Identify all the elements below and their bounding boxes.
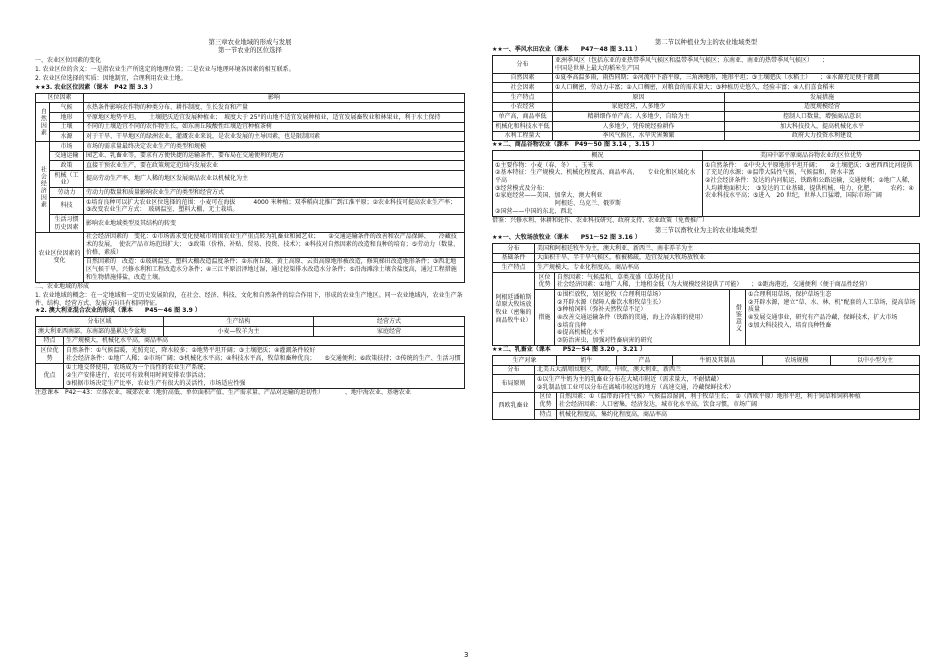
t1-r2k: 地形 <box>50 113 84 123</box>
tc-cs-2: ③种植饲料（弥补天然牧草不足） <box>557 306 647 314</box>
td-tdv: 机械化程度高，集约化程度高，商品率高 <box>557 410 920 420</box>
t1-r5v: 市场的需求量最终决定农业生产的类型和规模 <box>84 142 465 152</box>
tb-l2: ②基本特征：生产规模大、机械化程度高、商品率高、 专业化和区域化水平高 <box>495 169 696 184</box>
ta-zrk: 自然因素 <box>493 73 553 83</box>
td-bjk: 布局原则 <box>493 375 535 392</box>
tc-jjk: 借鉴意义 <box>730 290 746 346</box>
tc-jj-0: ①合理利用草场，保护草场生态 <box>748 290 832 298</box>
ranching-table <box>492 243 920 346</box>
s1-p1: 1. 农业区位的含义：一是指农业生产所选定的地理位置；二是农业与地理环境各因素的相互联系。 <box>35 65 295 73</box>
tc-qwv2: 社会经济因素：①地广人稀，土地租金低（为大规模经营提供了可能） ；②距海港近，交通便利（便于商品性经营） <box>557 281 871 289</box>
t2-d1: 澳大利亚西南部、东南部的墨累达令盆地 <box>36 327 164 337</box>
commercial-grain-table <box>492 150 920 216</box>
td-tdk: 特点 <box>535 410 557 420</box>
tb-r2: ②社会经济条件：发达的内河航运，铁路和公路运输，交通便利；②地广人稀， 人均耕地面积大； ③发达的工业基础，提供机械、电力、化肥， 农药；④农业科技水平高；⑤进入 20 世纪，世界人口猛增，国际市场广阔 <box>705 176 917 200</box>
tc-csk: 措施 <box>535 290 555 346</box>
b-note: 借鉴：兴修水利、休耕和轮作、农业科技研究、政府支持、农业政策（免费推广） <box>492 216 709 224</box>
t1-r8k: 机械（工业） <box>50 171 84 188</box>
t1-r6v: 园艺业、乳畜业等，要求有方便快捷的运输条件，要布局在交通便利的地方 <box>84 151 465 161</box>
ta-h2: 原因 <box>553 93 725 103</box>
sec2-title: 第二节以种植业为主的农业地域类型 <box>654 38 758 46</box>
t1-r2v: 平原地区地势平坦、 土壤肥沃适宜发展种植业； 坡度大于 25°的山地不适宜发展种植业，适宜发展畜牧业和林果业，利于水土保持 <box>84 113 465 123</box>
t1-r10k: 科技 <box>50 198 84 215</box>
left-column <box>35 38 465 397</box>
t1-r10v: ①培育良种可以扩大农业区位选择的范围：小麦可在海拔 4000 米种植；双季稻向北推广到江淮平原；②农业科技可提高农业生产率； ③改变农业生产方式： 玻璃温室、塑料大棚、无土栽培。 <box>84 198 465 215</box>
t2-bv1: ①土地交替使用，农场成为一个良性的农业生产系统； <box>66 364 210 372</box>
t1-r11v: 影响农业地域类型及其结构的转变 <box>84 215 465 232</box>
td-xqv2: 社会经济因素：人口密集，经济发达，城市化水平高，饮食习惯，市场广阔 <box>559 401 758 408</box>
t1-r5k: 市场 <box>50 142 84 152</box>
tc-cs-6: ⑦防治害虫，加强对牲畜病害的研究 <box>557 336 653 344</box>
tb-l6: ②国营——中国的东北、西北 <box>495 207 573 215</box>
t2-d3: 家庭经营 <box>314 327 465 337</box>
tb-l5: 阿根廷、乌克兰、俄罗斯 <box>555 199 622 207</box>
location-factors-table <box>35 93 465 283</box>
tc-agk: 阿根廷潘帕斯草原大牧场放牧业（密集的商品牧牛业） <box>493 273 535 346</box>
t2-h1: 分布区域 <box>36 317 164 327</box>
chapter-title: 第三章农业地域的形成与发展 <box>208 38 292 46</box>
tc-jj-3: ⑤加大科技投入，培育良种牲畜 <box>748 321 832 329</box>
td-xqv1: 自然因素：①（温带海洋性气候）气候温凉湿润，利于牧草生长； ②（西欧平原）地形平坦，利于饲草和饲料种植 <box>559 393 861 401</box>
td-h2: 奶牛 <box>557 356 617 366</box>
tc-cs-3: ④改善交通运输条件（铁路的贯通，海上冷冻船的使用） <box>557 313 707 321</box>
t2-bk: 优点 <box>36 363 64 388</box>
tb-h1: 概况 <box>493 151 703 161</box>
ta-fbk: 分布 <box>493 56 553 73</box>
s1-p2: 2. 农业区位选择的实质：因地制宜，合理利用农业土地。 <box>35 74 187 82</box>
s1-p3: ★★3. 农业区位因素（课本 P42 图 3.3 ） <box>35 83 156 91</box>
t2-tv: 生产规模大，机械化水平高，商品率高 <box>64 336 465 346</box>
td-bjv1: ①以生产牛奶为主的乳畜业分布在大城市附近（需求量大，不耐储藏） <box>537 375 723 383</box>
td-h5: 农场规模 <box>763 356 831 366</box>
td-fbv: 北美五大湖周围地区，西欧，中欧，澳大利亚，新西兰 <box>535 365 920 375</box>
monsoon-rice-table <box>492 55 920 141</box>
tc-jj-2: ④发展交通事业，研究有产品冷藏，保鲜技术，扩大市场 <box>748 313 898 321</box>
ta-h3: 发展措施 <box>725 93 920 103</box>
t1-soc: 社会经济因素 <box>36 142 50 233</box>
t1-nat: 自然因素 <box>36 103 50 142</box>
s2-head: 二、农业地域的形成 <box>35 282 90 290</box>
t1-r7k: 政策 <box>50 161 84 171</box>
mixed-farming-table <box>35 316 465 388</box>
a-head: ★★一、季风水田农业（课本 P47～48 图 3.11 ） <box>492 46 641 54</box>
ta-h1: 生产特点 <box>493 93 553 103</box>
ta-r1-2: 适度规模经营 <box>725 102 920 112</box>
tc-scdk: 生产特点 <box>493 263 535 273</box>
t1-h2: 影响 <box>84 93 465 103</box>
td-xqk: 区位优势 <box>535 392 557 409</box>
note: 注意课本 P42～43：立体农业、城郊农业（地价高低、单位面积产值、生产需求量、产品对运输的迫切性） 、地中海农业、基塘农业 <box>35 388 411 396</box>
t1-r11k: 生活习惯历史因素 <box>50 215 84 232</box>
page-number: 3 <box>464 651 469 659</box>
ta-r3-2: 加大科技投入，提高机械化水平 <box>725 122 920 132</box>
td-h1: 生产对象 <box>493 356 557 366</box>
t1-r3v: 不同的土壤适宜不同的农作物生长，如东南丘陵酸性红壤适宜种植茶树 <box>84 122 465 132</box>
ta-fbv2: 中国是世界上最大的稻米生产国 <box>555 64 640 72</box>
tc-jck: 基础条件 <box>493 253 535 263</box>
t1-r1v: 水热条件影响农作物的种类分布、耕作制度、生长发育和产量 <box>84 103 465 113</box>
tc-cs-4: ⑤培育良种 <box>557 321 587 329</box>
td-bjv2: ②乳制品加工业可以分布在离城市较远的地方（高速交通，冷藏保鲜技术） <box>537 383 735 391</box>
d-head: ★★二、乳畜业（课本 P52～54 图 3.20 ，3.21 ） <box>492 346 646 354</box>
t1-r12v1: 社会经济因素的 变化：①市场需求变化使城市周围农业生产重点转为乳畜业和园艺业； ②交通运输条件的改善和农产品保鲜、 冷藏技术的发展， 使农产品市场范围扩大； ③政策（价格、补贴、贸易、投资、技术）；④科技对自然因素的改造和良种的培育；⑤劳动力（数量、价格、素质） <box>84 232 465 257</box>
s1-head: 一、农业区位因素的变化 <box>35 56 102 64</box>
td-xok: 西欧乳畜业 <box>493 392 535 419</box>
t2-d2: 小麦—牧羊为主 <box>164 327 314 337</box>
ta-r2-0: 单产高，商品率低 <box>493 112 553 122</box>
t2-h2: 生产结构 <box>164 317 314 327</box>
tb-h2: 美国中部平原商品谷物农业的区位优势 <box>703 151 920 161</box>
tb-l1: ①主要作物：小麦（春、冬） 、玉米 <box>495 161 594 169</box>
ta-r3-1: 人多地少，凭传统经验耕作 <box>553 122 725 132</box>
tc-jcv: 大面积干旱、半干旱气候区，植被稀疏，适宜发展大牧场放牧业 <box>535 253 920 263</box>
ta-r2-2: 控制人口数量，增强商品意识 <box>725 112 920 122</box>
right-column <box>492 38 920 420</box>
b-head: ★★二、商品谷物农业（課本 P49～50 图 3.14 ，3.15 ） <box>492 141 658 149</box>
t1-r3k: 土壤 <box>50 122 84 132</box>
section1-title: 第一节农业的区位选择 <box>218 46 282 55</box>
td-h6: 以中小型为主 <box>831 356 920 366</box>
ta-fbv1: 亚洲季风区（包括东亚的亚热带季风气候区和温带季风气候区；东南亚、南亚的热带季风气候区） ； <box>555 56 829 64</box>
tb-r1: ①自然条件： ①中央大平原地形平坦开阔； ②土壤肥沃；③密西西比河提供了充足的水源；④温带大陆性气候，气候温和，降水丰富 <box>705 161 913 177</box>
ta-r2-1: 精耕细作单产高；人多地少，自给为主 <box>553 112 725 122</box>
t1-r6k: 交通运输 <box>50 151 84 161</box>
t2-tk: 特点 <box>36 336 64 346</box>
tc-cs-1: ②开辟水源（保障人畜饮水和牧草生长） <box>557 298 665 306</box>
t1-r4v: 对于干旱、干旱地区的绿洲农业，灌溉农业来说，是农业发展的主导因素，也是限制因素 <box>84 132 465 142</box>
ta-r4-1: 季风气候区，水旱灾害频繁 <box>553 131 725 141</box>
t1-r1k: 气候 <box>50 103 84 113</box>
dairy-table <box>492 355 920 420</box>
tc-cs-5: ⑥提高机械化水平 <box>557 329 605 337</box>
t1-r12k: 农业区位因素的变化 <box>36 232 84 282</box>
td-h4: 牛奶及其制品 <box>673 356 763 366</box>
t2-bv2: ②生产安排进行，农民可有效利用时间安排农事活动； <box>66 371 210 379</box>
ta-r4-0: 水利工程量大 <box>493 131 553 141</box>
ta-zrv: ①夏季高温多雨，雨热同期；②河流中下游平原，三角洲地形，地形平坦；③土壤肥沃（水稻土） ；④水源充足便于灌溉 <box>553 73 920 83</box>
s2-p2: ★2. 澳大利亚混合农业的形成（课本 P45～46 图 3.9 ） <box>35 307 201 315</box>
s2-p1: 1. 农业地域的概念：在一定地域和一定历史发展阶段，在社会、经济、科技、文化和自然条件的综合作用下，形成的农业生产地区。同一农业地域内，农业生产条件、结构、经营方式、发展方向具有相同特征。 <box>35 291 463 307</box>
t2-av2: 社会经济条件：①地广人稀；②市场广阔；③机械化水平高；④科技水平高，牧草和畜种优良； ⑤交通便利；⑥政策扶持；⑦传统的生产、生活习惯 <box>66 354 461 362</box>
t1-r9k: 劳动力 <box>50 188 84 198</box>
c-head: ★★一、大牧场放牧业（课本 P51～52 图 3.16 ） <box>492 234 641 242</box>
td-fbk: 分布 <box>493 365 535 375</box>
tc-fbv: 美国和阿根廷牧牛为主，澳大利亚、新西兰、南非养羊为主 <box>535 244 920 254</box>
ta-shk: 社会因素 <box>493 83 553 93</box>
tb-l4: ①家庭经营——美国、加拿大、澳大利亚 <box>495 192 603 200</box>
sec3-title: 第三节以畜牧业为主的农业地域类型 <box>654 225 758 234</box>
t2-h3: 经营方式 <box>314 317 465 327</box>
tc-fbk: 分布 <box>493 244 535 254</box>
td-h3: 产品 <box>617 356 673 366</box>
ta-shv: ①人口稠密，劳动力丰富；②人口稠密，对粮食的需求量大；③种植历史悠久，经验丰富；④人们喜食稻米 <box>553 83 920 93</box>
t1-r12v2: 自然因素的 改造：①玻璃温室、塑料大棚改造温度条件；②东南丘陵、黄土高原、云贵高原地形被改造，修筑梯田改造地形条件；③西北地区气候干旱，兴修水利和工程改造水分条件；④三江平原沼泽地过湿，通过挖渠排水改造水分条件；⑤沿海滩涂土壤含盐度高，通过工程措施和生物措施排盐，改造土壤。 <box>84 257 465 282</box>
tc-jj-1: ②开辟水源，建立“草、水、林、机”配套的人工草场，提高草场质量 <box>748 298 916 314</box>
tc-qwk: 区位优势 <box>535 273 555 290</box>
t1-r4k: 水源 <box>50 132 84 142</box>
ta-r3-0: 机械化和科技水平低 <box>493 122 553 132</box>
ta-r4-2: 政府大力投资水利建设 <box>725 131 920 141</box>
t1-h1: 区位因素 <box>36 93 84 103</box>
tb-l3: ③经营模式及分布： <box>495 184 549 192</box>
tc-qwv1: 自然因素：气候温和，草类茂盛（草场优良） <box>557 273 678 281</box>
t2-bv3: ③根据市场决定生产比率，农业生产有很大的灵活性，市场适应性强 <box>66 379 246 387</box>
t1-r9v: 劳动力的数量和质量影响农业生产的类型和经营方式 <box>84 188 465 198</box>
t2-av1: 自然条件：①气候温暖，光照充足，降水较多；②地势平坦开阔；③土壤肥沃；④灌溉条件较好 <box>66 346 316 354</box>
tc-scdv: 生产规模大，专业化程度高，商品率高 <box>535 263 920 273</box>
ta-r1-1: 家庭经营，人多地少 <box>553 102 725 112</box>
t1-r8v: 提高劳动生产率，地广人稀的地区发展商品农业以机械化为主 <box>84 171 465 188</box>
t2-ak: 区位优势 <box>36 346 64 363</box>
t1-r7v: 直接干预农业生产，要在政策规定范围内发展农业 <box>84 161 465 171</box>
tc-cs-0: ①围栏放牧，划区轮牧（合理利用草场） <box>557 290 665 298</box>
ta-r1-0: 小农经营 <box>493 102 553 112</box>
